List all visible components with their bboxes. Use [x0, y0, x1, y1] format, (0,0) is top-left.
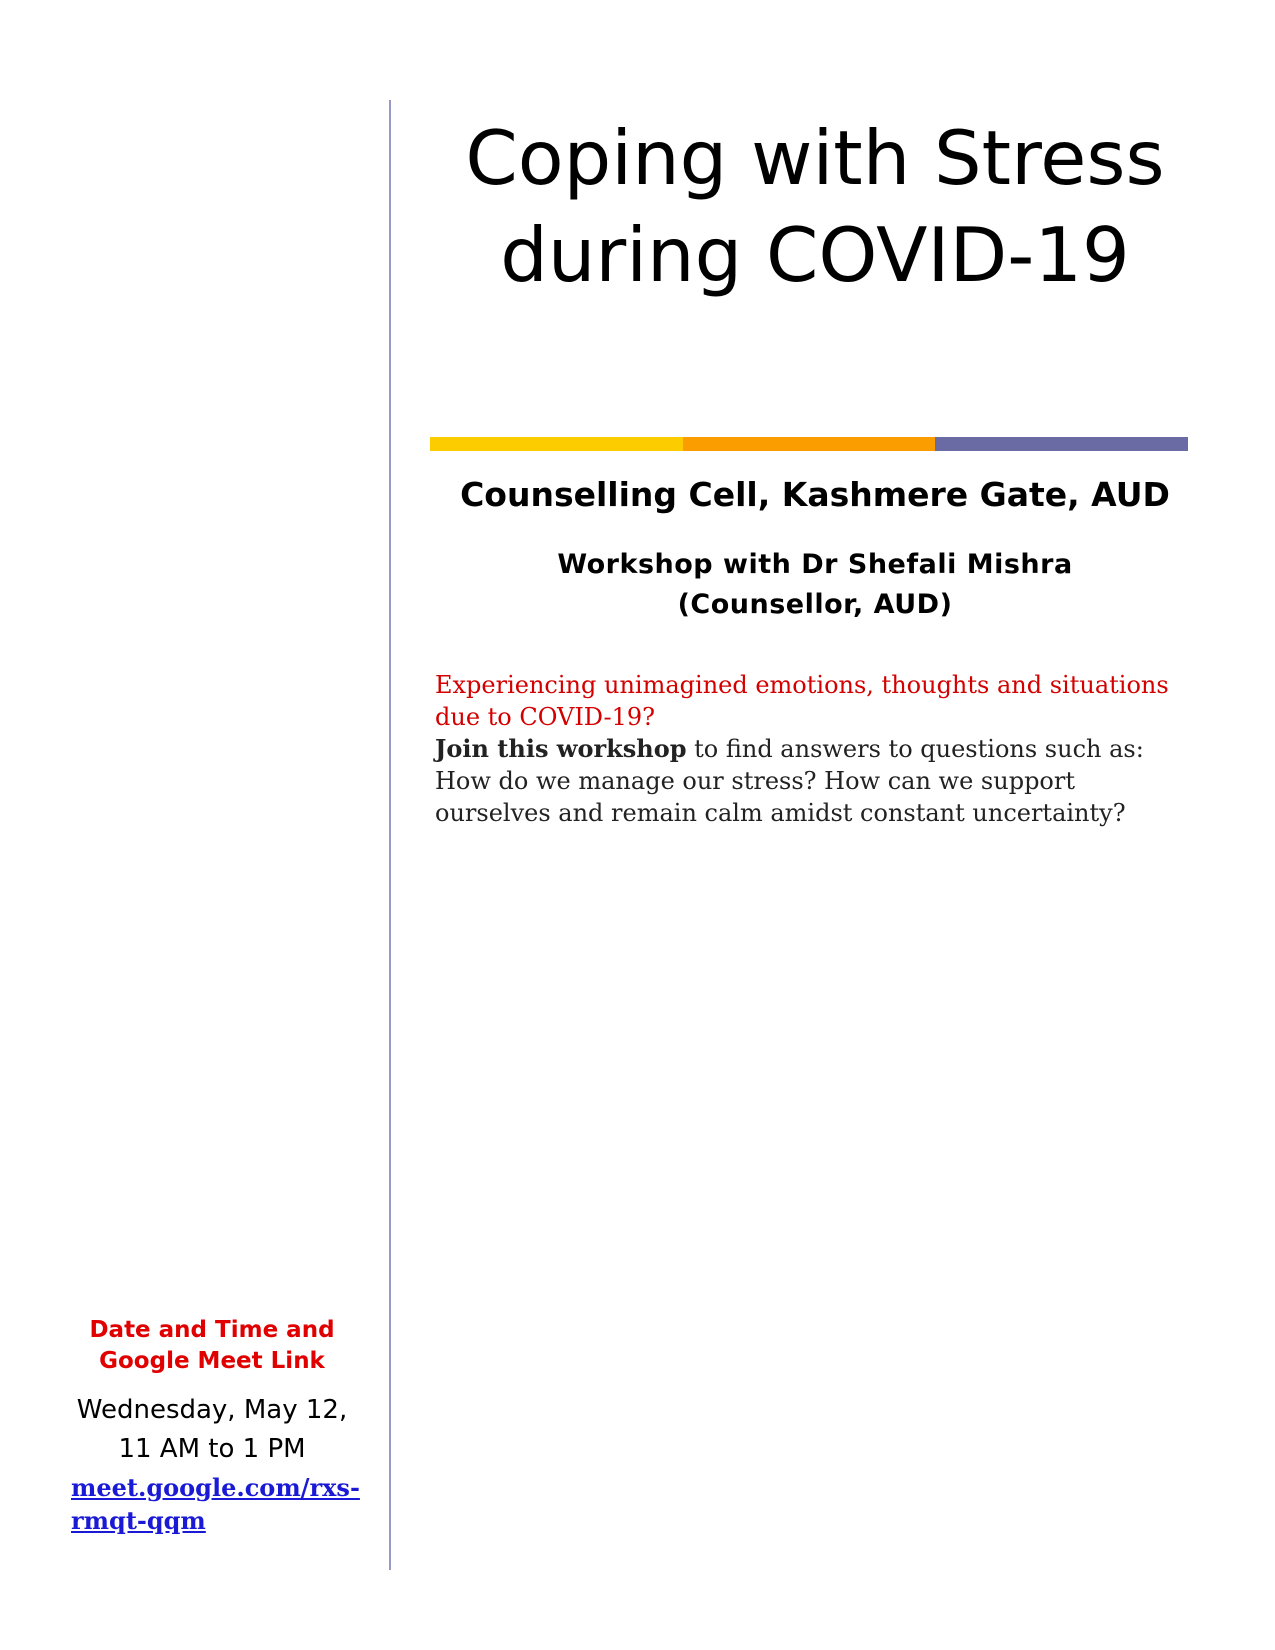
page-title — [430, 110, 1200, 304]
title-line-1: Coping with Stress — [465, 114, 1165, 202]
event-details-sidebar — [62, 1315, 362, 1537]
description-join-rest: to find answers to questions such as: How do we manage our stress? How can we support ourselves and remain calm amidst constant uncertainty? — [435, 735, 1144, 827]
event-date-time — [62, 1391, 362, 1469]
organizer-heading: Counselling Cell, Kashmere Gate, AUD — [460, 475, 1170, 514]
workshop-line-1: Workshop with Dr Shefali Mishra — [557, 549, 1073, 580]
event-details-heading — [62, 1315, 362, 1377]
description-join-bold: Join this workshop — [435, 734, 687, 763]
workshop-heading — [430, 545, 1200, 625]
event-date: Wednesday, May 12, — [76, 1395, 348, 1425]
color-bar-purple — [935, 437, 1188, 451]
color-bar-orange — [683, 437, 936, 451]
color-bar-yellow — [430, 437, 683, 451]
description-question: Experiencing unimagined emotions, thoughts and situations due to COVID-19? — [435, 671, 1169, 731]
workshop-line-2: (Counsellor, AUD) — [677, 589, 953, 620]
title-line-2: during COVID-19 — [500, 211, 1130, 299]
event-details-heading-line-2: Google Meet Link — [99, 1348, 325, 1374]
color-bar — [430, 437, 1188, 451]
vertical-divider — [389, 100, 391, 1570]
event-details-heading-line-1: Date and Time and — [89, 1317, 335, 1343]
description — [435, 669, 1195, 829]
event-time: 11 AM to 1 PM — [118, 1434, 306, 1464]
meet-link[interactable]: meet.google.com/rxs-rmqt-qqm — [71, 1473, 360, 1535]
